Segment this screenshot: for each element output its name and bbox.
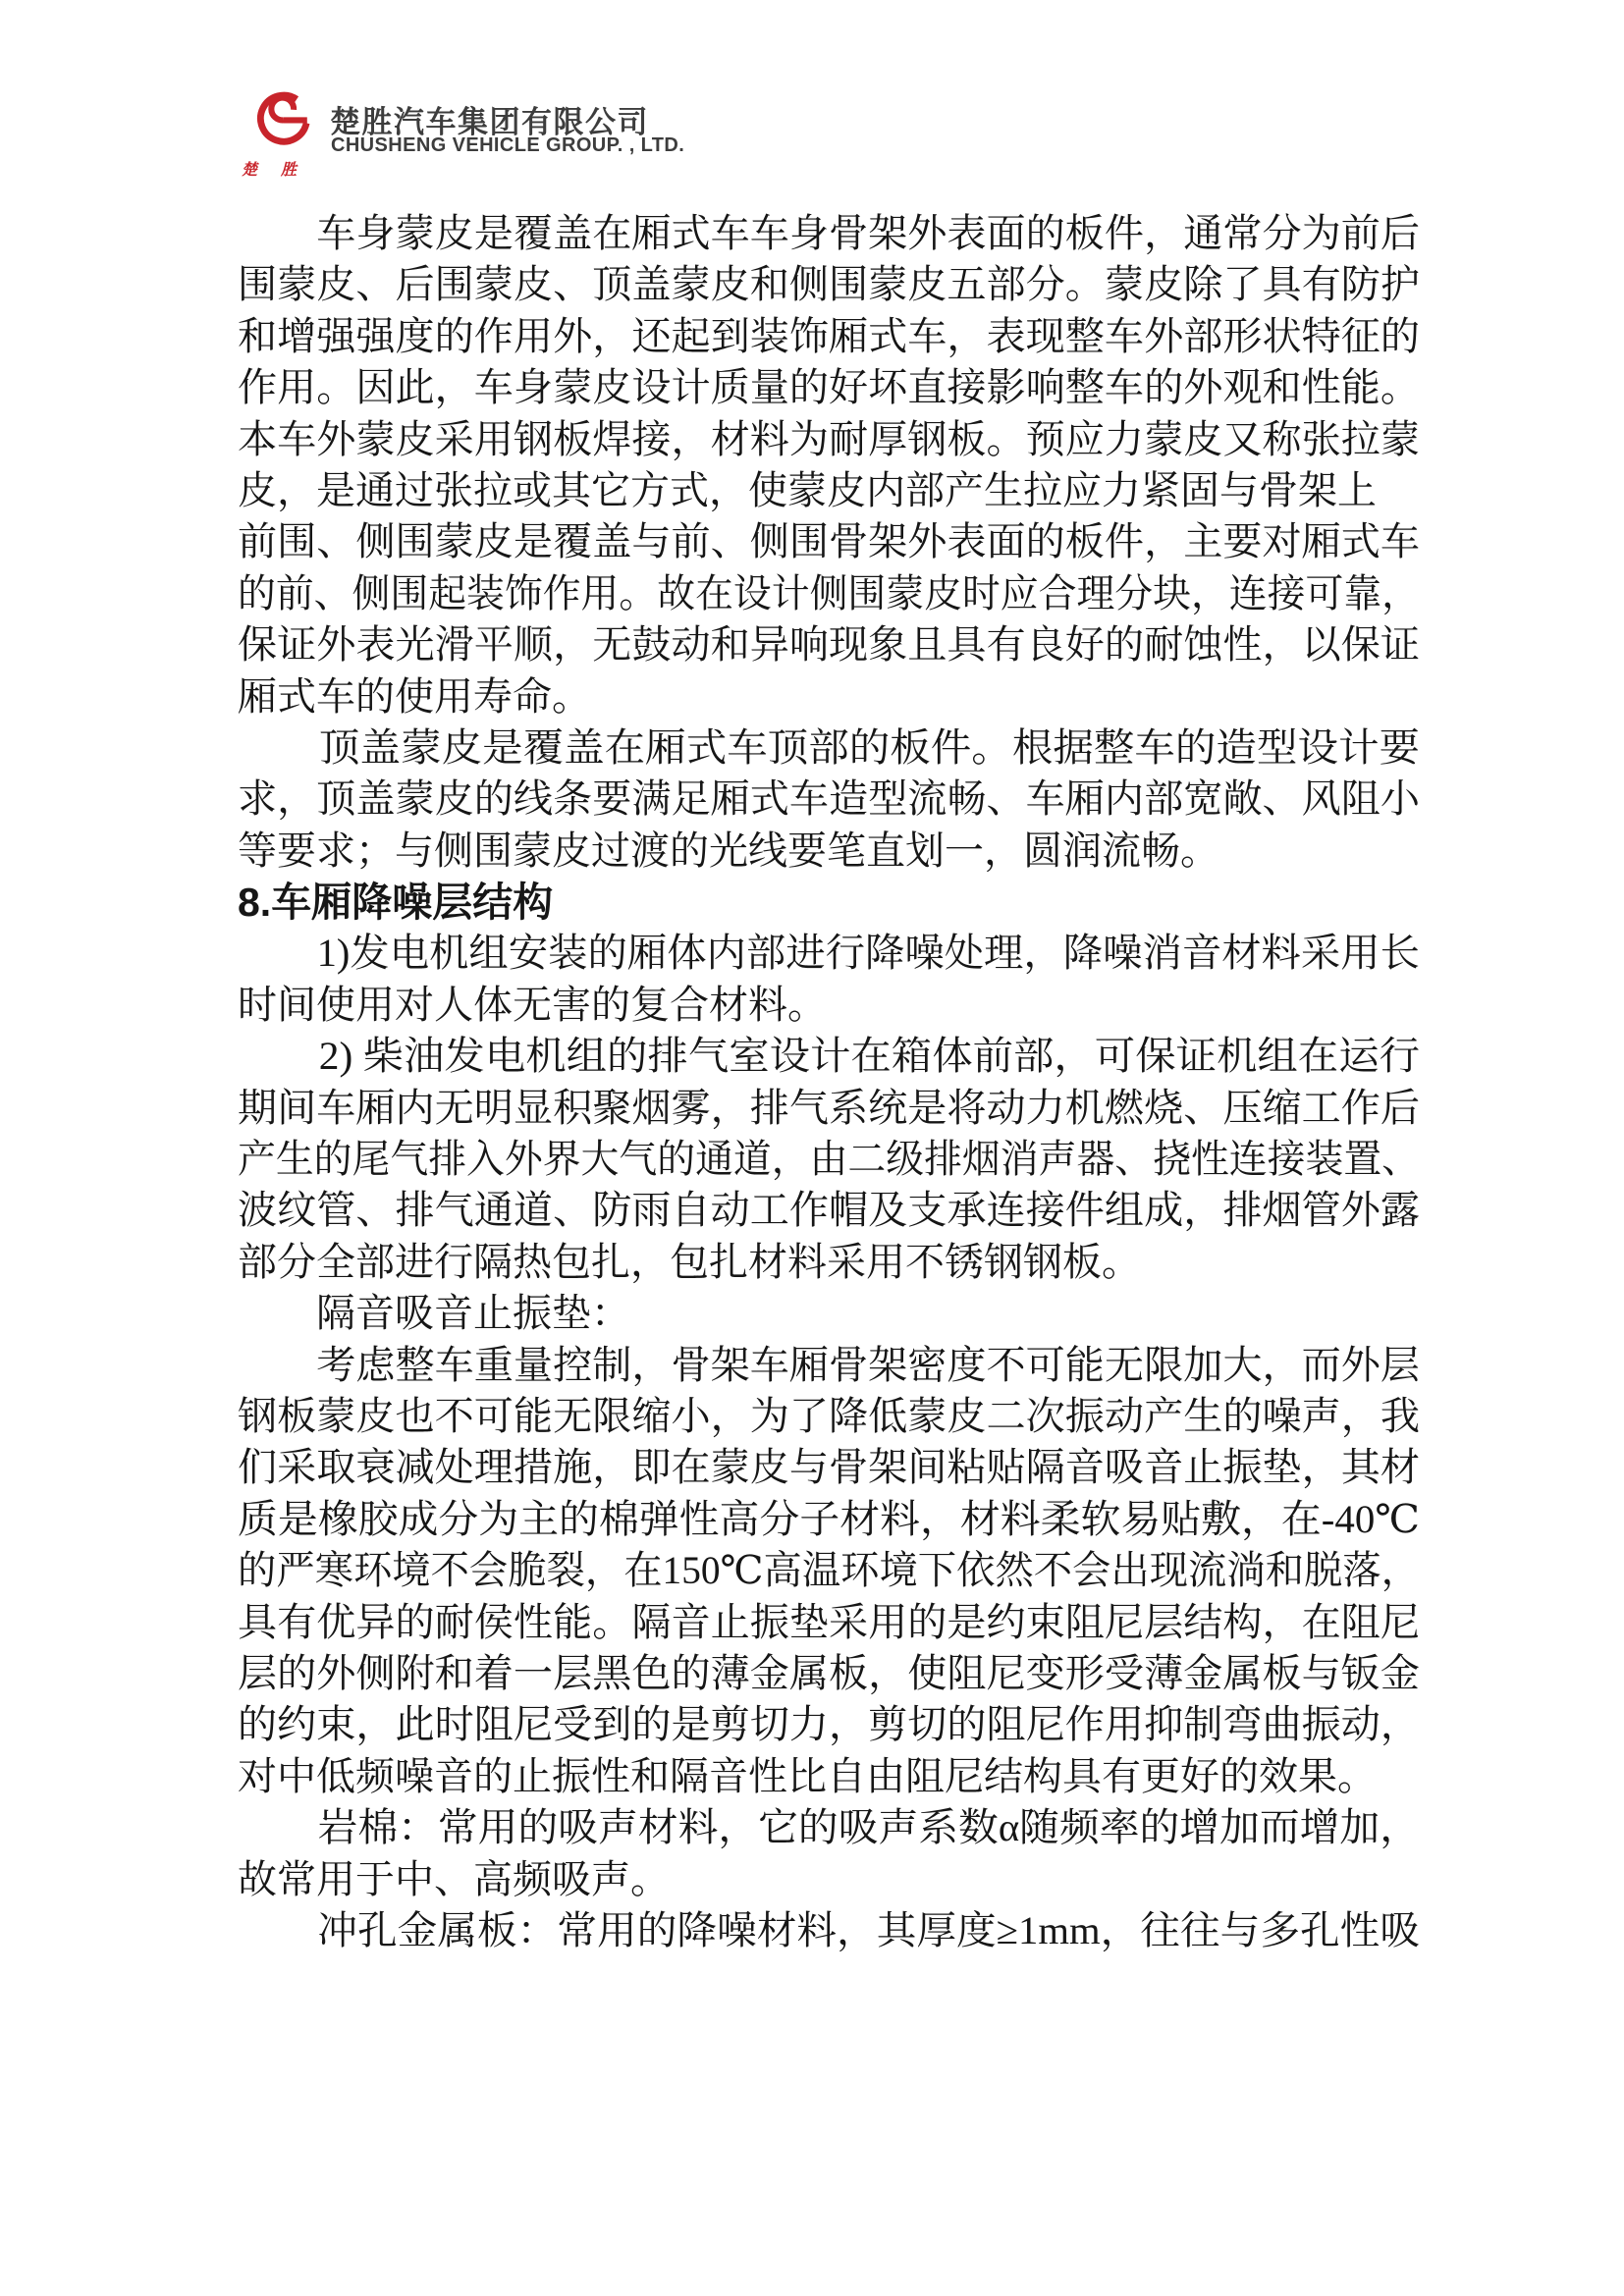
text-line-content: 的约束，此时阻尼受到的是剪切力，剪切的阻尼作用抑制弯曲振动， bbox=[238, 1702, 1420, 1747]
text-line bbox=[238, 980, 1420, 1031]
text-line-content: 质是橡胶成分为主的棉弹性高分子材料，材料柔软易贴敷，在-40℃ bbox=[238, 1496, 1420, 1541]
text-line-content: 车身蒙皮是覆盖在厢式车车身骨架外表面的板件，通常分为前后 bbox=[238, 211, 1420, 255]
chusheng-logo-icon bbox=[247, 90, 322, 165]
text-line bbox=[238, 722, 1420, 774]
text-line bbox=[238, 414, 1420, 465]
text-line-content: 保证外表光滑平顺，无鼓动和异响现象且具有良好的耐蚀性，以保证 bbox=[238, 622, 1420, 667]
text-line bbox=[238, 826, 1420, 877]
company-logo bbox=[240, 90, 750, 203]
text-line bbox=[238, 1185, 1420, 1236]
document-body bbox=[238, 208, 1420, 1956]
text-line-content: 们采取衰减处理措施，即在蒙皮与骨架间粘贴隔音吸音止振垫，其材 bbox=[238, 1445, 1420, 1490]
text-line bbox=[238, 1802, 1420, 1853]
text-line bbox=[238, 1699, 1420, 1750]
text-line-content: 波纹管、排气通道、防雨自动工作帽及支承连接件组成，排烟管外露 bbox=[238, 1188, 1420, 1233]
text-line bbox=[238, 1031, 1420, 1082]
text-line bbox=[238, 1237, 1420, 1288]
text-line bbox=[238, 1442, 1420, 1493]
text-line-content: 和增强强度的作用外，还起到装饰厢式车，表现整车外部形状特征的 bbox=[238, 313, 1420, 358]
text-line-content: 求，顶盖蒙皮的线条要满足厢式车造型流畅、车厢内部宽敞、风阻小 bbox=[238, 776, 1420, 822]
text-line bbox=[238, 1545, 1420, 1596]
company-name-chinese: 楚胜汽车集团有限公司 bbox=[330, 105, 649, 139]
logo-seal-characters: 楚胜 bbox=[242, 162, 321, 179]
text-line bbox=[238, 1854, 1420, 1905]
text-line bbox=[238, 1134, 1420, 1185]
text-line bbox=[238, 208, 1420, 259]
text-line bbox=[238, 465, 1420, 516]
text-line-content: 8.车厢降噪层结构 bbox=[238, 880, 554, 926]
text-line-content: 冲孔金属板：常用的降噪材料，其厚度≥1mm，往往与多孔性吸 bbox=[238, 1907, 1420, 1952]
text-line-content: 时间使用对人体无害的复合材料。 bbox=[238, 982, 827, 1027]
text-line-content: 部分全部进行隔热包扎，包扎材料采用不锈钢钢板。 bbox=[238, 1239, 1141, 1284]
text-line-content: 的严寒环境不会脆裂，在150℃高温环境下依然不会出现流淌和脱落， bbox=[238, 1548, 1420, 1593]
text-line-content: 钢板蒙皮也不可能无限缩小，为了降低蒙皮二次振动产生的噪声，我 bbox=[238, 1393, 1420, 1438]
text-line bbox=[238, 1905, 1420, 1956]
text-line-content: 期间车厢内无明显积聚烟雾，排气系统是将动力机燃烧、压缩工作后 bbox=[238, 1085, 1420, 1130]
text-line-content: 具有优异的耐侯性能。隔音止振垫采用的是约束阻尼层结构，在阻尼 bbox=[238, 1599, 1420, 1644]
text-line bbox=[238, 1648, 1420, 1699]
text-line bbox=[238, 259, 1420, 310]
text-line bbox=[238, 1288, 1420, 1339]
text-line-content: 围蒙皮、后围蒙皮、顶盖蒙皮和侧围蒙皮五部分。蒙皮除了具有防护 bbox=[238, 262, 1420, 307]
section-heading bbox=[238, 877, 1420, 928]
text-line-content: 故常用于中、高频吸声。 bbox=[238, 1856, 670, 1901]
text-line-content: 考虑整车重量控制，骨架车厢骨架密度不可能无限加大，而外层 bbox=[238, 1342, 1420, 1387]
text-line-content: 前围、侧围蒙皮是覆盖与前、侧围骨架外表面的板件，主要对厢式车 bbox=[238, 519, 1420, 564]
text-line-content: 岩棉：常用的吸声材料，它的吸声系数α随频率的增加而增加， bbox=[238, 1805, 1420, 1850]
text-line-content: 的前、侧围起装饰作用。故在设计侧围蒙皮时应合理分块，连接可靠， bbox=[238, 570, 1420, 615]
text-line-content: 2) 柴油发电机组的排气室设计在箱体前部，可保证机组在运行 bbox=[238, 1034, 1420, 1079]
text-line-content: 隔音吸音止振垫： bbox=[238, 1291, 630, 1336]
text-line bbox=[238, 1083, 1420, 1134]
text-line bbox=[238, 1494, 1420, 1545]
text-line bbox=[238, 568, 1420, 619]
text-line-content: 产生的尾气排入外界大气的通道，由二级排烟消声器、挠性连接装置、 bbox=[238, 1137, 1420, 1182]
text-line bbox=[238, 619, 1420, 670]
text-line-content: 1)发电机组安装的厢体内部进行降噪处理，降噪消音材料采用长 bbox=[238, 931, 1420, 976]
text-line-content: 作用。因此，车身蒙皮设计质量的好坏直接影响整车的外观和性能。 bbox=[238, 365, 1420, 410]
text-line-content: 皮，是通过张拉或其它方式，使蒙皮内部产生拉应力紧固与骨架上 bbox=[238, 467, 1377, 512]
text-line bbox=[238, 1597, 1420, 1648]
text-line bbox=[238, 1391, 1420, 1442]
text-line bbox=[238, 1751, 1420, 1802]
text-line-content: 层的外侧附和着一层黑色的薄金属板，使阻尼变形受薄金属板与钣金 bbox=[238, 1650, 1420, 1695]
text-line-content: 对中低频噪音的止振性和隔音性比自由阻尼结构具有更好的效果。 bbox=[238, 1753, 1377, 1798]
text-line-content: 等要求；与侧围蒙皮过渡的光线要笔直划一，圆润流畅。 bbox=[238, 828, 1219, 873]
text-line-content: 本车外蒙皮采用钢板焊接，材料为耐厚钢板。预应力蒙皮又称张拉蒙 bbox=[238, 416, 1420, 461]
text-line-content: 厢式车的使用寿命。 bbox=[238, 673, 591, 719]
text-line-content: 顶盖蒙皮是覆盖在厢式车顶部的板件。根据整车的造型设计要 bbox=[238, 724, 1420, 770]
text-line bbox=[238, 311, 1420, 362]
text-line bbox=[238, 516, 1420, 567]
text-line bbox=[238, 671, 1420, 722]
text-line bbox=[238, 1340, 1420, 1391]
text-line bbox=[238, 928, 1420, 979]
text-line bbox=[238, 774, 1420, 825]
company-name-english: CHUSHENG VEHICLE GROUP. , LTD. bbox=[331, 134, 685, 156]
text-line bbox=[238, 362, 1420, 413]
